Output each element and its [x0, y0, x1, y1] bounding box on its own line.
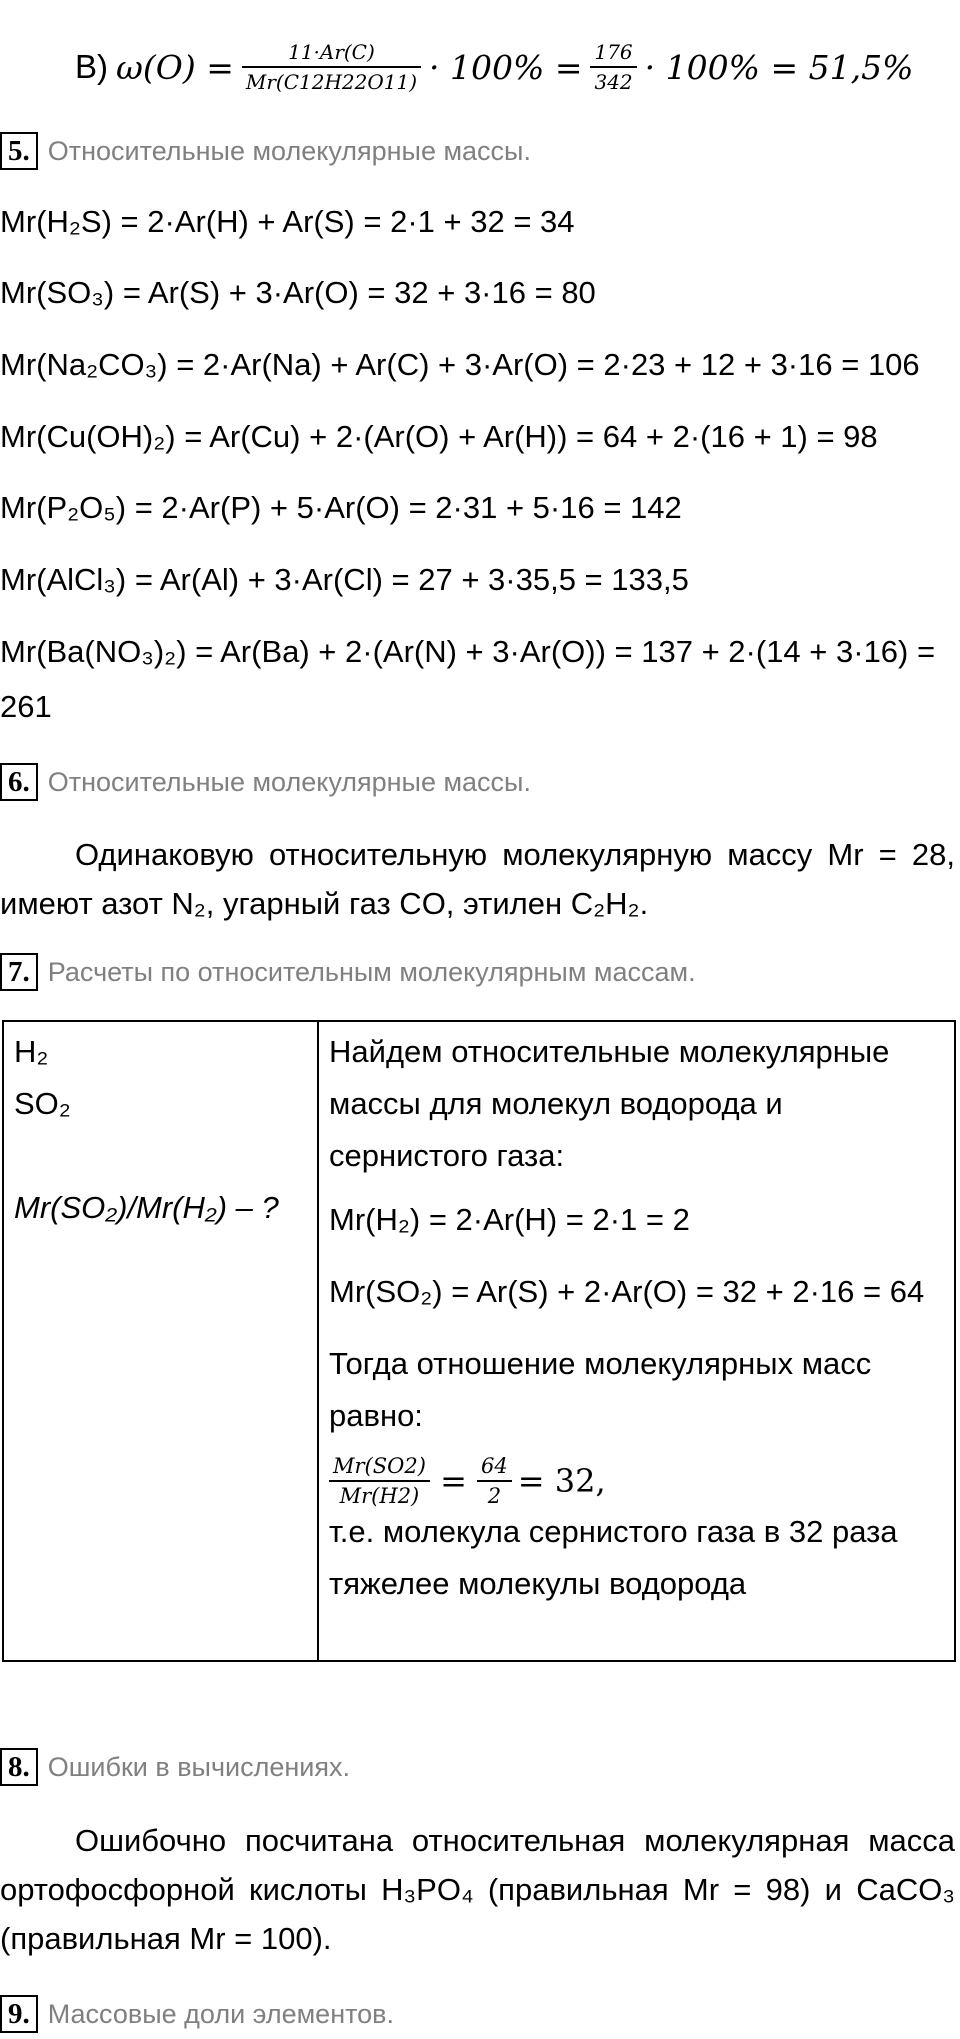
given-question: Mr(SO₂)/Mr(H₂) – ?	[14, 1190, 279, 1225]
s5-line-5: Mr(P₂O₅) = 2·Ar(P) + 5·Ar(O) = 2·31 + 5·16 = 142	[0, 490, 682, 525]
solution-ratio-intro: Тогда отношение молекулярных масс равно:	[329, 1346, 872, 1433]
section-7-heading	[0, 953, 696, 991]
section-5-heading	[0, 132, 531, 170]
mass-fraction-formula	[75, 22, 913, 112]
ratio-num-symbolic: Mr(SO2)	[333, 1454, 426, 1478]
fraction-1-numerator: 11·Ar(C)	[288, 40, 375, 64]
ratio-den-numeric: 2	[487, 1484, 502, 1508]
section-7-number: 7.	[0, 953, 38, 991]
solution-intro: Найдем относительные молекулярные массы для молекул водорода и сернистого газа:	[329, 1034, 890, 1173]
solution-cell	[318, 1021, 955, 1661]
ratio-fraction-symbolic	[329, 1452, 430, 1510]
s5-line-4: Mr(Cu(OH)₂) = Ar(Cu) + 2·(Ar(O) + Ar(H)) = 64 + 2·(16 + 1) = 98	[0, 419, 878, 454]
solution-conclusion: т.е. молекула сернистого газа в 32 раза тяжелее молекулы водорода	[329, 1514, 898, 1601]
s5-line-7: Mr(Ba(NO₃)₂) = Ar(Ba) + 2·(Ar(N) + 3·Ar(O)) = 137 + 2·(14 + 3·16) =	[0, 634, 936, 669]
given-spacer	[14, 1130, 307, 1182]
ratio-den-symbolic: Mr(H2)	[339, 1484, 420, 1508]
task-table	[2, 1020, 956, 1662]
formula-mid: · 100% =	[429, 47, 583, 87]
fraction-2-denominator: 342	[594, 70, 633, 94]
s5-line-3: Mr(Na₂CO₃) = 2·Ar(Na) + Ar(C) + 3·Ar(O) = 2·23 + 12 + 3·16 = 106	[0, 347, 920, 382]
ratio-num-numeric: 64	[481, 1454, 508, 1478]
s8-paragraph: Ошибочно посчитана относительная молекулярная масса ортофосфорной кислоты H₃PO₄ (правильная Mr = 98) и CaCO₃ (правильная Mr = 100).	[0, 1823, 955, 1956]
section-5-number: 5.	[0, 132, 38, 170]
formula-tail: · 100% = 51,5%	[644, 47, 914, 87]
section-7-title: Расчеты по относительным молекулярным массам.	[47, 956, 696, 987]
fraction-1-denominator: Mr(C12H22O11)	[245, 70, 417, 94]
section-9-title: Массовые доли элементов.	[47, 1998, 395, 2029]
s6-paragraph: Одинаковую относительную молекулярную массу Mr = 28, имеют азот N₂, угарный газ CO, этилен C₂H₂.	[0, 837, 955, 921]
formula-lhs: ω(O) =	[116, 47, 234, 87]
s5-line-2: Mr(SO₃) = Ar(S) + 3·Ar(O) = 32 + 3·16 = 80	[0, 275, 596, 310]
section-6-number: 6.	[0, 763, 38, 801]
section-8-number: 8.	[0, 1748, 38, 1786]
s5-line-7-cont: 261	[0, 689, 52, 724]
given-cell	[3, 1021, 318, 1661]
section-8-title: Ошибки в вычислениях.	[47, 1751, 350, 1782]
solution-mr-so2: Mr(SO₂) = Ar(S) + 2·Ar(O) = 32 + 2·16 = 64	[329, 1274, 925, 1309]
s5-line-1: Mr(H₂S) = 2·Ar(H) + Ar(S) = 2·1 + 32 = 34	[0, 204, 575, 239]
section-9-heading	[0, 1995, 394, 2033]
solution-mr-h2: Mr(H₂) = 2·Ar(H) = 2·1 = 2	[329, 1202, 690, 1237]
ratio-result: = 32,	[517, 1462, 606, 1500]
s5-line-6: Mr(AlCl₃) = Ar(Al) + 3·Ar(Cl) = 27 + 3·35,5 = 133,5	[0, 562, 689, 597]
solution-ratio: Mr(SO2) Mr(H2) = 64 2 = 32,	[329, 1452, 944, 1510]
given-so2: SO₂	[14, 1086, 71, 1121]
formula-fraction-2	[590, 38, 636, 96]
formula-prefix: В)	[75, 48, 108, 85]
section-9-number: 9.	[0, 1995, 38, 2033]
section-5-title: Относительные молекулярные массы.	[47, 135, 531, 166]
formula-fraction-1	[242, 38, 421, 96]
section-8-heading	[0, 1748, 350, 1786]
given-h2: H₂	[14, 1034, 49, 1069]
section-6-heading	[0, 763, 531, 801]
section-6-title: Относительные молекулярные массы.	[47, 766, 531, 797]
ratio-fraction-numeric	[477, 1452, 512, 1510]
fraction-2-numerator: 176	[594, 40, 633, 64]
